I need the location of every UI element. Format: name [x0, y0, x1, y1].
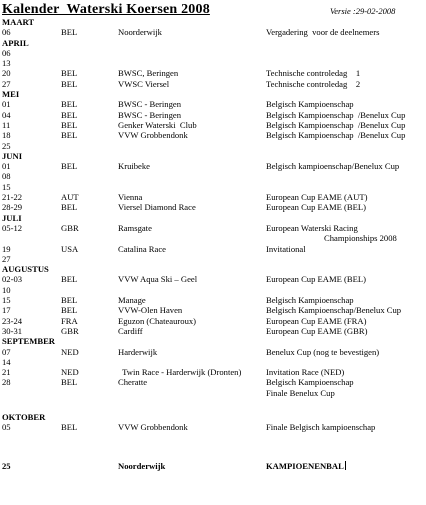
country-cell: BEL — [61, 377, 78, 388]
place-cell: Twin Race - Harderwijk (Dronten) — [118, 367, 242, 378]
place-cell: Eguzon (Chateauroux) — [118, 315, 197, 326]
entry-row — [0, 244, 426, 254]
date-cell: 15 — [2, 295, 11, 306]
date-cell: 15 — [2, 181, 11, 192]
month-header — [0, 412, 426, 422]
month-label: SEPTEMBER — [2, 336, 56, 347]
place-cell: Viersel Diamond Race — [118, 202, 196, 213]
entry-row — [0, 192, 426, 202]
date-cell: 28 — [2, 377, 11, 388]
calendar-rows — [0, 17, 426, 471]
event-continuation: Championships 2008 — [324, 233, 397, 244]
event-cell: Belgisch Kampioenschap — [266, 295, 354, 306]
date-cell: 25 — [2, 460, 11, 471]
country-cell: BEL — [61, 68, 78, 79]
country-cell: BEL — [61, 295, 78, 306]
month-label: MEI — [2, 89, 20, 100]
entry-row — [0, 99, 426, 109]
entry-row — [0, 367, 426, 377]
event-cell: Invitational — [266, 243, 306, 254]
entry-row — [0, 377, 426, 387]
place-cell: BWSC - Beringen — [118, 99, 182, 110]
entry-row — [0, 182, 426, 192]
date-cell: 01 — [2, 99, 11, 110]
entry-row — [0, 58, 426, 68]
entry-row — [0, 223, 426, 233]
country-cell: BEL — [61, 99, 78, 110]
date-cell: 28-29 — [2, 202, 23, 213]
country-cell: GBR — [61, 222, 79, 233]
continuation-line — [0, 233, 426, 243]
date-cell: 06 — [2, 47, 11, 58]
entry-row — [0, 202, 426, 212]
country-cell: BEL — [61, 109, 78, 120]
version-label: Versie :29-02-2008 — [330, 6, 396, 16]
country-cell: BEL — [61, 27, 78, 38]
place-cell: Vienna — [118, 192, 143, 203]
event-cell: Invitation Race (NED) — [266, 367, 345, 378]
event-cell: Belgisch Kampioenschap /Benelux Cup — [266, 130, 406, 141]
month-label: OKTOBER — [2, 411, 46, 422]
place-cell: Noorderwijk — [118, 27, 162, 38]
place-cell: Kruibeke — [118, 161, 150, 172]
event-cell: Belgisch Kampioenschap/Benelux Cup — [266, 305, 402, 316]
country-cell: NED — [61, 367, 79, 378]
date-cell: 08 — [2, 171, 11, 182]
event-continuation: Finale Benelux Cup — [266, 387, 335, 398]
date-cell: 17 — [2, 305, 11, 316]
entry-row — [0, 274, 426, 284]
place-cell: VVW-Olen Haven — [118, 305, 183, 316]
date-cell: 23-24 — [2, 315, 23, 326]
country-cell: BEL — [61, 130, 78, 141]
entry-row — [0, 130, 426, 140]
entry-row — [0, 68, 426, 78]
spacer — [0, 433, 426, 447]
place-cell: VVW Grobbendonk — [118, 130, 188, 141]
entry-row — [0, 316, 426, 326]
date-cell: 13 — [2, 58, 11, 69]
country-cell: AUT — [61, 192, 79, 203]
date-cell: 19 — [2, 243, 11, 254]
final-entry-row — [0, 461, 426, 471]
place-cell: BWSC - Beringen — [118, 109, 182, 120]
country-cell: BEL — [61, 202, 78, 213]
event-cell: Finale Belgisch kampioenschap — [266, 422, 376, 433]
event-cell: Technische controledag 2 — [266, 78, 361, 89]
place-cell: Harderwijk — [118, 346, 158, 357]
entry-row — [0, 141, 426, 151]
date-cell: 18 — [2, 130, 11, 141]
date-cell: 04 — [2, 109, 11, 120]
country-cell: BEL — [61, 305, 78, 316]
entry-row — [0, 295, 426, 305]
event-cell: European Cup EAME (FRA) — [266, 315, 367, 326]
place-cell: Catalina Race — [118, 243, 166, 254]
date-cell: 25 — [2, 140, 11, 151]
date-cell: 06 — [2, 27, 11, 38]
event-cell: European Waterski Racing — [266, 222, 358, 233]
month-label: JULI — [2, 212, 22, 223]
place-cell: VWSC Viersel — [118, 78, 170, 89]
date-cell: 07 — [2, 346, 11, 357]
country-cell: GBR — [61, 325, 79, 336]
month-header — [0, 89, 426, 99]
month-label: AUGUSTUS — [2, 264, 49, 275]
event-cell: European Cup EAME (BEL) — [266, 274, 366, 285]
month-label: JUNI — [2, 150, 23, 161]
date-cell: 10 — [2, 284, 11, 295]
spacer — [0, 447, 426, 461]
entry-row — [0, 326, 426, 336]
event-cell: Benelux Cup (nog te bevestigen) — [266, 346, 380, 357]
month-header — [0, 336, 426, 346]
date-cell: 20 — [2, 68, 11, 79]
country-cell: USA — [61, 243, 79, 254]
text-cursor — [345, 461, 347, 470]
entry-row — [0, 347, 426, 357]
date-cell: 21 — [2, 367, 11, 378]
date-cell: 27 — [2, 253, 11, 264]
date-cell: 11 — [2, 119, 11, 130]
event-cell: Vergadering voor de deelnemers — [266, 27, 380, 38]
month-header — [0, 17, 426, 27]
event-cell: Belgisch Kampioenschap — [266, 377, 354, 388]
entry-row — [0, 110, 426, 120]
month-header — [0, 264, 426, 274]
date-cell: 02-03 — [2, 274, 23, 285]
month-label: MAART — [2, 17, 35, 27]
month-header — [0, 151, 426, 161]
entry-row — [0, 161, 426, 171]
place-cell: Manage — [118, 295, 146, 306]
entry-row — [0, 48, 426, 58]
event-cell: Belgisch Kampioenschap /Benelux Cup — [266, 119, 406, 130]
spacer — [0, 398, 426, 412]
entry-row — [0, 305, 426, 315]
place-cell: Cheratte — [118, 377, 148, 388]
place-cell: Noorderwijk — [118, 460, 166, 471]
country-cell: BEL — [61, 422, 78, 433]
country-cell: NED — [61, 346, 79, 357]
event-cell: European Cup EAME (BEL) — [266, 202, 366, 213]
place-cell: BWSC, Beringen — [118, 68, 179, 79]
document-title: Kalender Waterski Koersen 2008 — [2, 2, 210, 17]
entry-row — [0, 79, 426, 89]
date-cell: 30-31 — [2, 325, 23, 336]
month-header — [0, 213, 426, 223]
date-cell: 21-22 — [2, 192, 23, 203]
month-header — [0, 38, 426, 48]
entry-row — [0, 357, 426, 367]
event-cell: Belgisch Kampioenschap — [266, 99, 354, 110]
entry-row — [0, 27, 426, 37]
entry-row — [0, 285, 426, 295]
event-cell: KAMPIOENENBAL — [266, 461, 346, 471]
country-cell: BEL — [61, 274, 78, 285]
event-cell: Technische controledag 1 — [266, 68, 361, 79]
place-cell: Genker Waterski Club — [118, 119, 197, 130]
date-cell: 27 — [2, 78, 11, 89]
date-cell: 05 — [2, 422, 11, 433]
country-cell: BEL — [61, 161, 78, 172]
place-cell: VVW Grobbendonk — [118, 422, 188, 433]
event-cell: Belgisch Kampioenschap /Benelux Cup — [266, 109, 406, 120]
country-cell: BEL — [61, 78, 78, 89]
entry-row — [0, 254, 426, 264]
event-cell: European Cup EAME (GBR) — [266, 325, 368, 336]
entry-row — [0, 422, 426, 432]
entry-row — [0, 120, 426, 130]
place-cell: VVW Aqua Ski – Geel — [118, 274, 198, 285]
entry-row — [0, 171, 426, 181]
date-cell: 01 — [2, 161, 11, 172]
place-cell: Cardiff — [118, 325, 143, 336]
date-cell: 14 — [2, 356, 11, 367]
place-cell: Ramsgate — [118, 222, 152, 233]
month-label: APRIL — [2, 37, 29, 48]
continuation-line — [0, 388, 426, 398]
event-cell: European Cup EAME (AUT) — [266, 192, 368, 203]
date-cell: 05-12 — [2, 222, 23, 233]
country-cell: BEL — [61, 119, 78, 130]
country-cell: FRA — [61, 315, 78, 326]
event-cell: Belgisch kampioenschap/Benelux Cup — [266, 161, 400, 172]
